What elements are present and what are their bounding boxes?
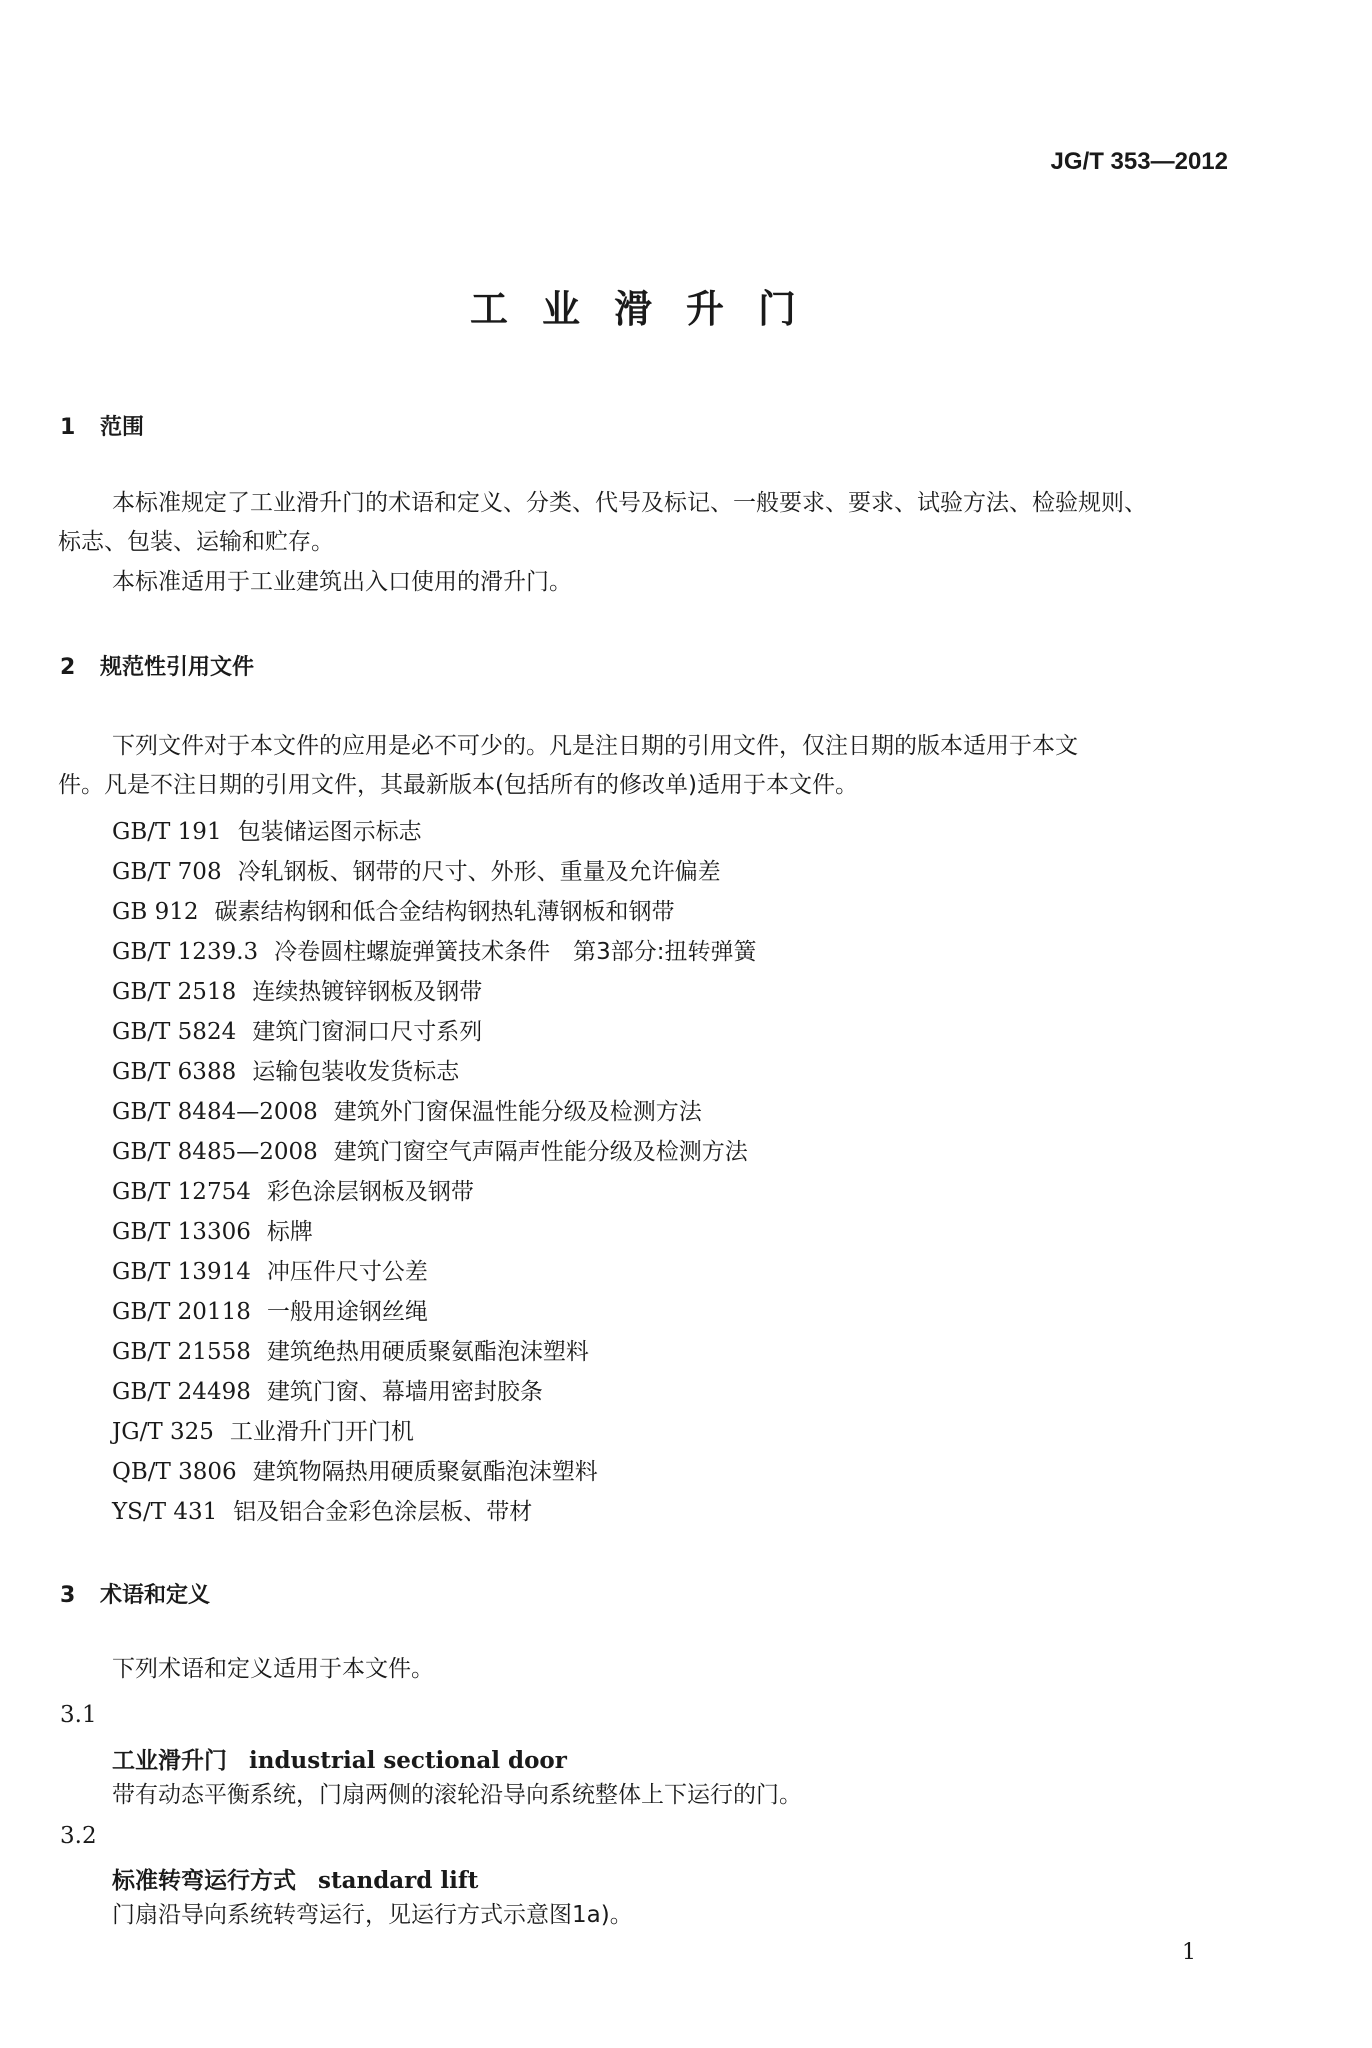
term-en: industrial sectional door bbox=[249, 1747, 567, 1774]
reference-item bbox=[112, 1213, 313, 1246]
reference-title: 建筑绝热用硬质聚氨酯泡沫塑料 bbox=[266, 1339, 589, 1365]
reference-item bbox=[112, 1053, 459, 1086]
reference-item bbox=[112, 1333, 589, 1366]
reference-title: 工业滑升门开门机 bbox=[229, 1419, 414, 1445]
reference-title: 建筑门窗洞口尺寸系列 bbox=[252, 1019, 483, 1045]
term-definition: 门扇沿导向系统转弯运行，见运行方式示意图1a)。 bbox=[112, 1902, 633, 1928]
scope-paragraph-line-1: 本标准规定了工业滑升门的术语和定义、分类、代号及标记、一般要求、要求、试验方法、检验规则、 bbox=[112, 490, 1147, 516]
term-zh: 工业滑升门 bbox=[112, 1748, 227, 1774]
section-title: 术语和定义 bbox=[100, 1583, 211, 1608]
reference-item bbox=[112, 1173, 474, 1206]
terms-intro: 下列术语和定义适用于本文件。 bbox=[112, 1656, 434, 1682]
term-number: 3.1 bbox=[60, 1702, 97, 1728]
term-number: 3.2 bbox=[60, 1823, 97, 1849]
section-3-heading bbox=[60, 1578, 210, 1609]
reference-title: 运输包装收发货标志 bbox=[252, 1059, 460, 1085]
term-en: standard lift bbox=[318, 1867, 479, 1894]
scope-paragraph-2: 本标准适用于工业建筑出入口使用的滑升门。 bbox=[112, 569, 572, 595]
reference-item bbox=[112, 1093, 702, 1126]
standard-code: JG/T 353—2012 bbox=[1050, 148, 1228, 175]
reference-code: GB/T 8484—2008 bbox=[112, 1099, 318, 1125]
reference-code: GB/T 13914 bbox=[112, 1259, 251, 1285]
reference-code: GB/T 708 bbox=[112, 859, 222, 885]
reference-title: 碳素结构钢和低合金结构钢热轧薄钢板和钢带 bbox=[214, 899, 675, 925]
reference-title: 冷轧钢板、钢带的尺寸、外形、重量及允许偏差 bbox=[237, 859, 721, 885]
reference-item bbox=[112, 933, 757, 966]
section-number: 1 bbox=[60, 415, 76, 440]
reference-item bbox=[112, 1493, 532, 1526]
reference-code: GB/T 6388 bbox=[112, 1059, 237, 1085]
reference-code: GB/T 191 bbox=[112, 819, 222, 845]
page-title: 工业滑升门 bbox=[469, 287, 830, 331]
reference-code: GB/T 21558 bbox=[112, 1339, 251, 1365]
section-number: 3 bbox=[60, 1583, 76, 1608]
reference-item bbox=[112, 853, 721, 886]
reference-title: 彩色涂层钢板及钢带 bbox=[266, 1179, 474, 1205]
reference-title: 建筑门窗、幕墙用密封胶条 bbox=[266, 1379, 543, 1405]
reference-code: GB/T 12754 bbox=[112, 1179, 251, 1205]
reference-item bbox=[112, 1013, 482, 1046]
section-title: 规范性引用文件 bbox=[100, 655, 255, 680]
section-number: 2 bbox=[60, 655, 76, 680]
reference-title: 冲压件尺寸公差 bbox=[266, 1259, 428, 1285]
reference-title: 建筑外门窗保温性能分级及检测方法 bbox=[333, 1099, 702, 1125]
reference-title: 连续热镀锌钢板及钢带 bbox=[252, 979, 483, 1005]
reference-code: GB/T 1239.3 bbox=[112, 939, 259, 965]
reference-code: GB 912 bbox=[112, 899, 199, 925]
reference-item bbox=[112, 1373, 543, 1406]
reference-item bbox=[112, 1133, 748, 1166]
references-intro-line-1: 下列文件对于本文件的应用是必不可少的。凡是注日期的引用文件，仅注日期的版本适用于本文 bbox=[112, 733, 1078, 759]
reference-item bbox=[112, 1413, 414, 1446]
reference-item bbox=[112, 1253, 428, 1286]
reference-item bbox=[112, 893, 675, 926]
reference-code: GB/T 13306 bbox=[112, 1219, 251, 1245]
reference-title: 一般用途钢丝绳 bbox=[266, 1299, 428, 1325]
reference-code: GB/T 5824 bbox=[112, 1019, 237, 1045]
reference-title: 铝及铝合金彩色涂层板、带材 bbox=[233, 1499, 533, 1525]
reference-code: QB/T 3806 bbox=[112, 1459, 237, 1485]
reference-item bbox=[112, 973, 482, 1006]
reference-code: GB/T 20118 bbox=[112, 1299, 251, 1325]
reference-code: GB/T 2518 bbox=[112, 979, 237, 1005]
reference-code: YS/T 431 bbox=[112, 1499, 218, 1525]
reference-title: 建筑物隔热用硬质聚氨酯泡沫塑料 bbox=[252, 1459, 598, 1485]
reference-item bbox=[112, 813, 422, 846]
reference-title: 包装储运图示标志 bbox=[237, 819, 422, 845]
reference-title: 冷卷圆柱螺旋弹簧技术条件 第3部分:扭转弹簧 bbox=[274, 939, 757, 965]
term-zh: 标准转弯运行方式 bbox=[112, 1868, 296, 1894]
references-intro-line-2: 件。凡是不注日期的引用文件，其最新版本(包括所有的修改单)适用于本文件。 bbox=[58, 772, 858, 798]
reference-title: 标牌 bbox=[266, 1219, 313, 1245]
term-heading bbox=[112, 1742, 567, 1775]
section-title: 范围 bbox=[100, 415, 145, 440]
reference-title: 建筑门窗空气声隔声性能分级及检测方法 bbox=[333, 1139, 748, 1165]
page-number: 1 bbox=[1182, 1940, 1196, 1965]
section-1-heading bbox=[60, 410, 144, 441]
section-2-heading bbox=[60, 650, 254, 681]
reference-item bbox=[112, 1293, 428, 1326]
reference-code: GB/T 8485—2008 bbox=[112, 1139, 318, 1165]
scope-paragraph-line-2: 标志、包装、运输和贮存。 bbox=[58, 529, 334, 555]
term-definition: 带有动态平衡系统，门扇两侧的滚轮沿导向系统整体上下运行的门。 bbox=[112, 1782, 802, 1808]
term-heading bbox=[112, 1862, 478, 1895]
reference-code: JG/T 325 bbox=[112, 1419, 214, 1445]
reference-item bbox=[112, 1453, 598, 1486]
reference-code: GB/T 24498 bbox=[112, 1379, 251, 1405]
